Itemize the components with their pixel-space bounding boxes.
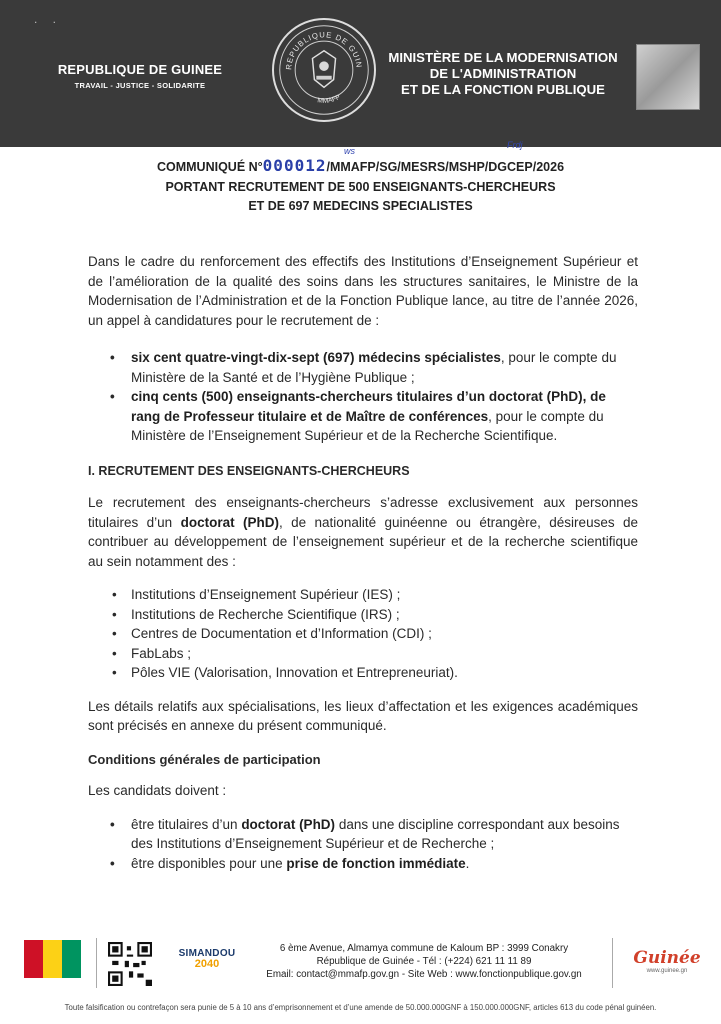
institutions-list <box>88 585 638 683</box>
country-motto: TRAVAIL - JUSTICE - SOLIDARITE <box>74 81 206 90</box>
communique-prefix: COMMUNIQUÉ N° <box>156 160 263 174</box>
guinee-site: www.guinee.gn <box>646 968 688 974</box>
communique-number: 000012 <box>262 156 327 175</box>
bullet-text: , pour le compte du Ministère de l’Enseignement Supérieur et de la Recherche Scientifique. <box>131 408 604 443</box>
handwritten-initials-1: ws <box>344 146 355 156</box>
svg-text:MMAFP <box>317 94 342 105</box>
section-paragraph <box>88 493 638 571</box>
list-item <box>88 815 638 854</box>
paragraph-bold: doctorat (PhD) <box>180 514 279 530</box>
address-line-1: 6 ème Avenue, Almamya commune de Kaloum BP : 3999 Conakry <box>279 943 569 954</box>
conditions-list <box>88 815 638 874</box>
condition-text: être disponibles pour une <box>131 855 287 871</box>
ministry-line-3: ET DE LA FONCTION PUBLIQUE <box>401 82 605 97</box>
letterhead-banner <box>0 0 721 147</box>
bullet-bold: six cent quatre-vingt-dix-sept (697) médecins spécialistes <box>131 350 501 365</box>
list-item <box>88 387 638 446</box>
section-heading: I. RECRUTEMENT DES ENSEIGNANTS-CHERCHEURS <box>88 463 410 478</box>
ministry-seal-icon <box>272 18 376 122</box>
condition-text: être titulaires d’un <box>131 816 242 832</box>
ministry-line-2: DE L'ADMINISTRATION <box>429 66 577 81</box>
handwritten-initials-2: Frdj <box>507 140 523 150</box>
title-line-2: PORTANT RECRUTEMENT DE 500 ENSEIGNANTS-CHERCHEURS <box>165 180 556 194</box>
recruitment-list <box>88 348 638 446</box>
details-paragraph: Les détails relatifs aux spécialisations, les lieux d’affectation et les exigences académiques sont précisés en annexe du présent communiqué. <box>88 698 638 733</box>
list-item <box>88 854 638 874</box>
divider <box>612 938 613 988</box>
page-footer <box>0 928 721 1024</box>
hologram-stamp <box>636 44 700 110</box>
scan-specks: . . <box>34 12 63 26</box>
ministry-name <box>378 50 628 98</box>
simandou-year: 2040 <box>194 958 220 970</box>
list-item: • Institutions d’Enseignement Supérieur (IES) ; <box>88 585 638 605</box>
condition-text: dans une discipline correspondant aux besoins des Institutions d’Enseignement Supérieur et de Recherche ; <box>131 816 620 851</box>
paragraph-text: , de nationalité guinéenne ou étrangère, désireuses de contribuer au développement de l’enseignement supérieur et de la recherche scientifique au sein notamment des : <box>88 514 638 569</box>
title-line-3: ET DE 697 MEDECINS SPECIALISTES <box>248 199 473 213</box>
condition-bold: prise de fonction immédiate <box>286 855 466 871</box>
simandou-text: SIMANDOU <box>178 948 236 959</box>
paragraph-text: Le recrutement des enseignants-chercheurs s’adresse exclusivement aux personnes titulaires d’un <box>88 495 638 530</box>
list-item: • Centres de Documentation et d’Information (CDI) ; <box>88 624 638 644</box>
address-line-3: Email: contact@mmafp.gov.gn - Site Web : www.fonctionpublique.gov.gn <box>266 969 582 980</box>
simandou-logo <box>172 948 242 970</box>
intro-paragraph: Dans le cadre du renforcement des effectifs des Institutions d’Enseignement Supérieur et de l’amélioration de la qualité des soins dans les structures sanitaires, le Ministre de la Modernisation de l’Administration et de la Fonction Publique lance, au titre de l’année 2026, un appel à candidatures pour le recrutement de : <box>88 254 638 328</box>
qr-code-icon <box>108 942 152 986</box>
conditions-lead: Les candidats doivent : <box>88 783 227 798</box>
country-block <box>40 62 240 90</box>
address-line-2: République de Guinée - Tél : (+224) 621 11 11 89 <box>316 956 532 967</box>
list-item: • FabLabs ; <box>88 644 638 664</box>
communique-reference <box>0 156 721 175</box>
communique-body <box>88 252 638 873</box>
seal-bottom-text: MMAFP <box>316 93 342 105</box>
condition-text: . <box>465 855 470 871</box>
divider <box>96 938 97 988</box>
guinee-logo <box>628 948 706 974</box>
country-name: REPUBLIQUE DE GUINEE <box>57 62 223 77</box>
condition-bold: doctorat (PhD) <box>241 816 336 832</box>
list-item <box>88 348 638 387</box>
ministry-address <box>244 942 604 981</box>
legal-notice: Toute falsification ou contrefaçon sera punie de 5 à 10 ans d’emprisonnement et d’une amende de 50.000.000GNF à 150.000.000GNF, articles 613 du code pénal guinéen. <box>64 1003 657 1012</box>
guinea-flag-icon <box>24 940 81 978</box>
list-item: • Institutions de Recherche Scientifique (IRS) ; <box>88 605 638 625</box>
guinee-text: Guinée <box>633 948 701 968</box>
communique-title <box>0 156 721 213</box>
ministry-line-1: MINISTÈRE DE LA MODERNISATION <box>388 50 618 65</box>
seal-top-text: REPUBLIQUE DE GUIN <box>284 30 364 71</box>
bullet-text: , pour le compte du Ministère de la Santé et de l’Hygiène Publique ; <box>131 350 617 385</box>
bullet-bold: cinq cents (500) enseignants-chercheurs titulaires d’un doctorat (PhD), de rang de Professeur titulaire et de Maître de conférences <box>131 389 606 424</box>
conditions-heading: Conditions générales de participation <box>88 751 321 767</box>
communique-ref: /MMAFP/SG/MESRS/MSHP/DGCEP/2026 <box>326 160 565 174</box>
list-item: • Pôles VIE (Valorisation, Innovation et Entrepreneuriat). <box>88 663 638 683</box>
